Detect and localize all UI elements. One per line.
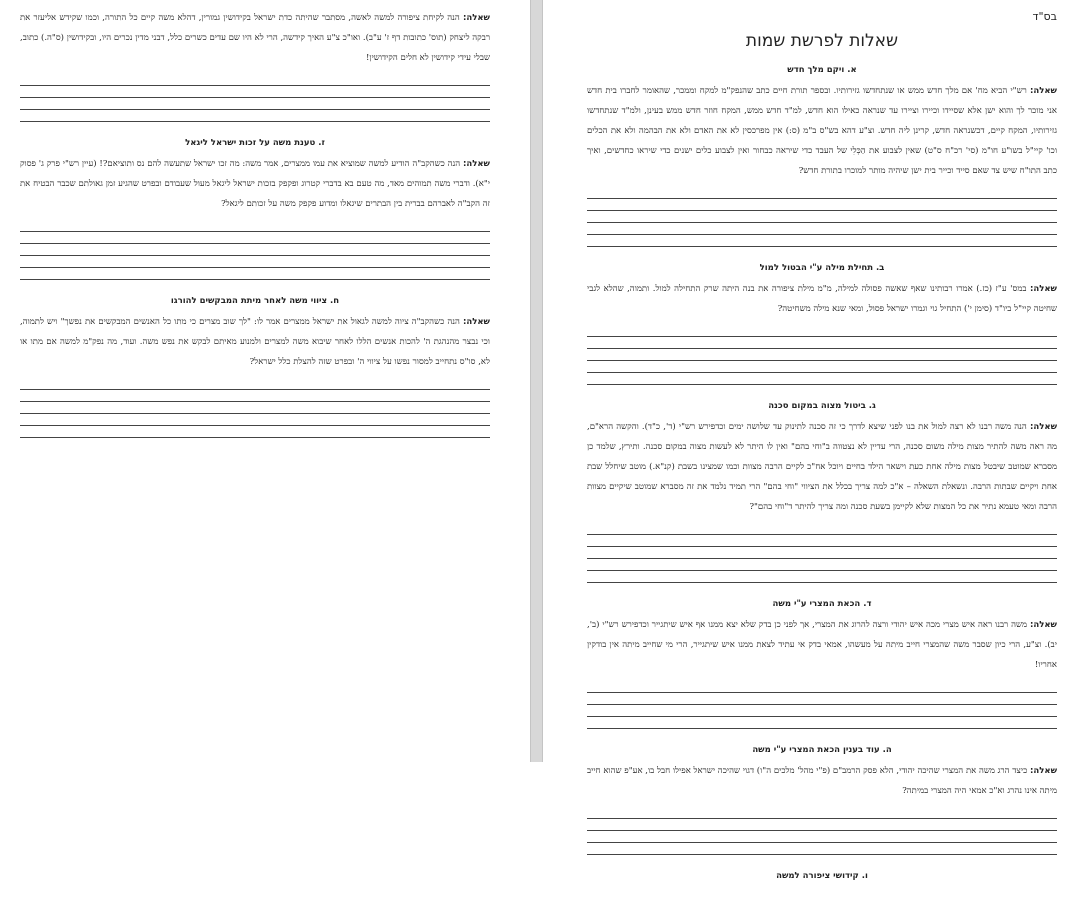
question-label: שאלה: (462, 13, 490, 23)
section-heading: ו. קידושי ציפורה למשה (776, 871, 868, 881)
answer-line[interactable] (20, 256, 490, 268)
section-heading: ב. תחילת מילה ע"י הבטול למול (759, 263, 885, 273)
answer-lines (20, 220, 490, 280)
question-text (20, 312, 490, 372)
question-body: כיצד הרג משה את המצרי שהיכה יהודי, הלא פסק הרמב"ם (פ"י מהל' מלכים ה"ו) דגוי שהיכה ישראל אפילו חבל בו, אע"פ שהוא חייב מיתה אינו נהרג וא"כ אמאי היה המצרי במיתה? (587, 766, 1057, 796)
answer-line[interactable] (20, 378, 490, 390)
section-heading: ד. הכאת המצרי ע"י משה (772, 599, 872, 609)
answer-line[interactable] (20, 110, 490, 122)
answer-line[interactable] (587, 211, 1057, 223)
answer-line[interactable] (20, 220, 490, 232)
answer-line[interactable] (587, 831, 1057, 843)
answer-line[interactable] (587, 843, 1057, 855)
question-section (587, 745, 1057, 855)
answer-line[interactable] (20, 402, 490, 414)
page-right (543, 0, 1089, 881)
section-heading: ה. עוד בענין הכאת המצרי ע"י משה (752, 745, 892, 755)
answer-line[interactable] (587, 325, 1057, 337)
answer-line[interactable] (587, 199, 1057, 211)
question-section (20, 138, 490, 280)
answer-line[interactable] (587, 559, 1057, 571)
answer-lines (587, 325, 1057, 385)
question-section (587, 599, 1057, 729)
question-section (587, 263, 1057, 385)
question-label: שאלה: (1029, 86, 1057, 96)
answer-lines (587, 187, 1057, 247)
question-body: הנה לקיחת ציפורה למשה לאשה, מסתבר שהיתה כדת ישראל בקידושין גמורין, דהלא משה קיים כל התורה, וכמו שקידש אליעזר את רבקה ליצחק (תוס' כתובות דף ז' ע"ב). ואו"כ צ"ע האיך קידשה, הרי לא היו שם עדים כשרים כלל, דבני מדין נכרים היו, ובקידושין (ס"ה.) כתוב, שבלי עידי קידושין לא חלים הקידושין! (20, 13, 490, 63)
answer-lines (20, 378, 490, 438)
question-section (587, 65, 1057, 247)
section-heading: ג. ביטול מצוה במקום סכנה (768, 401, 876, 411)
answer-line[interactable] (587, 535, 1057, 547)
question-label: שאלה: (462, 317, 490, 327)
answer-line[interactable] (587, 187, 1057, 199)
question-label: שאלה: (1029, 620, 1057, 630)
question-body: הנה משה רבנו לא רצה למול את בנו לפני שיצא לדרך כי זה סכנה לתינוק עד שלושה ימים וכדפירש רש"י (ד', כ"ד). והקשה הרא"ם, מה ראה משה להתיר מצות מילה משום סכנה, הרי עדיין לא נצטווה ב"וחי בהם" ואין לו היתר לא לעשות מצוה במקום סכנה. ותירץ, שלמד כן מסברא שמוטב שיבטל מצות מילה אחת כעת וישאר הילד בחיים ויוכל אח"כ לקיים הרבה מצוות וכמו שמצינו בשבת (קנ"א.) מוטב שיחלל שבת אחת ויקיים שבתות הרבה. ונשאלת השאלה – א"כ למה צריך בכלל את הציווי "וחי בהם" הרי תמיד נלמד את זה מסברא שמוטב שיקיים מצוות הרבה ומאי טעמא נתיר את כל המצות שלא לקיימן בשעת סכנה ומה צריך להיתר ד"וחי בהם"? (587, 422, 1057, 512)
question-body: הנה כשהקב"ה הודיע למשה שמוציא את עמו ממצרים, אמר משה: מה זכו ישראל שתעשה להם נס ותוציאם?! (עיין רש"י פרק ג' פסוק י"א). ודברי משה תמוהים מאד, מה טעם בא בדברי קטרוג ופקפק בזכות ישראל ליגאל מעול שעבודם ובפרט שהגיע זמן גאולתם שכבר הבטיח את זה הקב"ה לאברהם בברית בין הבתרים שיגאלו ומדוע פקפק משה על זכותם ליגאל? (20, 159, 490, 209)
question-body: הנה כשהקב"ה ציוה למשה לגאול את ישראל ממצרים אמר לו: "לך שוב מצרים כי מתו כל האנשים המבקשים את נפשך" ויש לתמוה, וכי נבצר מהנהגת ה' להכות אנשים הללו לאחר שיבוא משה למצרים ולמנוע מאיתם לבקש את נפש משה. ועוד, מה נפק"מ למשה אם מתו או לא, סו"ס נתחייב למסור נפשו על ציווי ה' ובפרט שזה להצלת כלל ישראל? (20, 317, 490, 367)
question-section (587, 871, 1057, 881)
answer-lines (20, 74, 490, 122)
section-heading: ח. ציווי משה לאחר מיתת המבקשים להורגו (170, 296, 340, 306)
answer-line[interactable] (20, 86, 490, 98)
answer-line[interactable] (587, 373, 1057, 385)
answer-line[interactable] (20, 414, 490, 426)
answer-lines (587, 523, 1057, 583)
question-label: שאלה: (1029, 284, 1057, 294)
question-text (587, 81, 1057, 181)
answer-line[interactable] (587, 819, 1057, 831)
question-text (20, 154, 490, 214)
left-page-content (20, 8, 490, 454)
page-header-bsd: בס"ד (1032, 10, 1057, 23)
answer-line[interactable] (587, 681, 1057, 693)
right-page-content (587, 10, 1057, 897)
document-title: שאלות לפרשת שמות (745, 31, 899, 51)
answer-line[interactable] (587, 361, 1057, 373)
answer-line[interactable] (20, 426, 490, 438)
right-sections (587, 65, 1057, 881)
answer-line[interactable] (587, 705, 1057, 717)
question-label: שאלה: (1030, 422, 1058, 432)
answer-line[interactable] (20, 232, 490, 244)
answer-line[interactable] (20, 74, 490, 86)
answer-lines (587, 807, 1057, 855)
answer-line[interactable] (20, 390, 490, 402)
answer-line[interactable] (587, 523, 1057, 535)
question-text (587, 761, 1057, 801)
question-text (587, 279, 1057, 319)
answer-line[interactable] (587, 717, 1057, 729)
answer-line[interactable] (587, 337, 1057, 349)
answer-line[interactable] (587, 571, 1057, 583)
question-label: שאלה: (1030, 766, 1058, 776)
page-gutter (530, 0, 543, 762)
question-body: משה רבנו ראה איש מצרי מכה איש יהודי ורצה להרוג את המצרי, אך לפני כן בדק שלא יצא ממנו אף איש שיתגייר וכדפירש רש"י (ב', יב). וצ"ע, הרי כיון שסבר משה שהמצרי חייב מיתה על מעשהו, אמאי בדק אי עתיד לצאת ממנו איש שיתגייר, הרי מי שחייב מיתה אין בודקין אחריו! (587, 620, 1057, 670)
question-section (20, 296, 490, 438)
section-heading: א. ויקם מלך חדש (787, 65, 857, 75)
question-body: במס' ע"ז (כז.) אמרו רבותינו שאף שאשה פסולה למילה, מ"מ מילת ציפורה את בנה היתה שרק התחילה למול. ותמוה, שהלא לגבי שחיטה קיי"ל ביו"ד (סימן י') התחיל גוי וגמרו ישראל פסול, ומאי שנא מילה משחיטה? (587, 284, 1057, 314)
answer-line[interactable] (587, 547, 1057, 559)
question-label: שאלה: (462, 159, 490, 169)
answer-line[interactable] (20, 98, 490, 110)
question-text (20, 8, 490, 68)
question-text (587, 615, 1057, 675)
question-section (587, 401, 1057, 583)
answer-line[interactable] (587, 693, 1057, 705)
section-heading: ז. טענת משה על זכות ישראל ליגאל (185, 138, 325, 148)
question-text (587, 417, 1057, 517)
answer-line[interactable] (20, 268, 490, 280)
answer-line[interactable] (20, 244, 490, 256)
page-left (0, 0, 530, 762)
answer-line[interactable] (587, 349, 1057, 361)
question-section (20, 8, 490, 122)
question-body: רש"י הביא מח' אם מלך חדש ממש או שנתחדשו גזירותיו. ובספר תורת חיים כתב שהנפק"מ למקח וממכר, שהאומר לחברו בית חדש אני מוכר לך והוא ישן אלא שסיידו וכיירו וציירו עד שנראה כאילו הוא חדש, למ"ד חדש ממש, המקח חוזר חדש ממש בעינן, ולמ"ד שנתחדשו גזירותיו, המקח קיים, דכשנראה חדש, קרינן ליה חדש. וצ"ע דהא בש"ס ב"מ (ס:) אין מפרכסין לא את האדם ולא את הבהמה ולא את הכלים וכו' קיי"ל בשו"ע חו"מ (סי' רכ"ח ס"ט) שאין לצבוע את הַכְּלִי של העבד כדי שיראה כבחור ואין לצבוע כלים ישנים כדי שיראו כחדשים, ואיך כתב התו"ח שיש צד שאם סייד וכייר בית ישן שיהיה מותר למוכרו בתורת חדש? (587, 86, 1057, 176)
answer-line[interactable] (587, 223, 1057, 235)
answer-line[interactable] (587, 235, 1057, 247)
answer-line[interactable] (587, 807, 1057, 819)
answer-lines (587, 681, 1057, 729)
